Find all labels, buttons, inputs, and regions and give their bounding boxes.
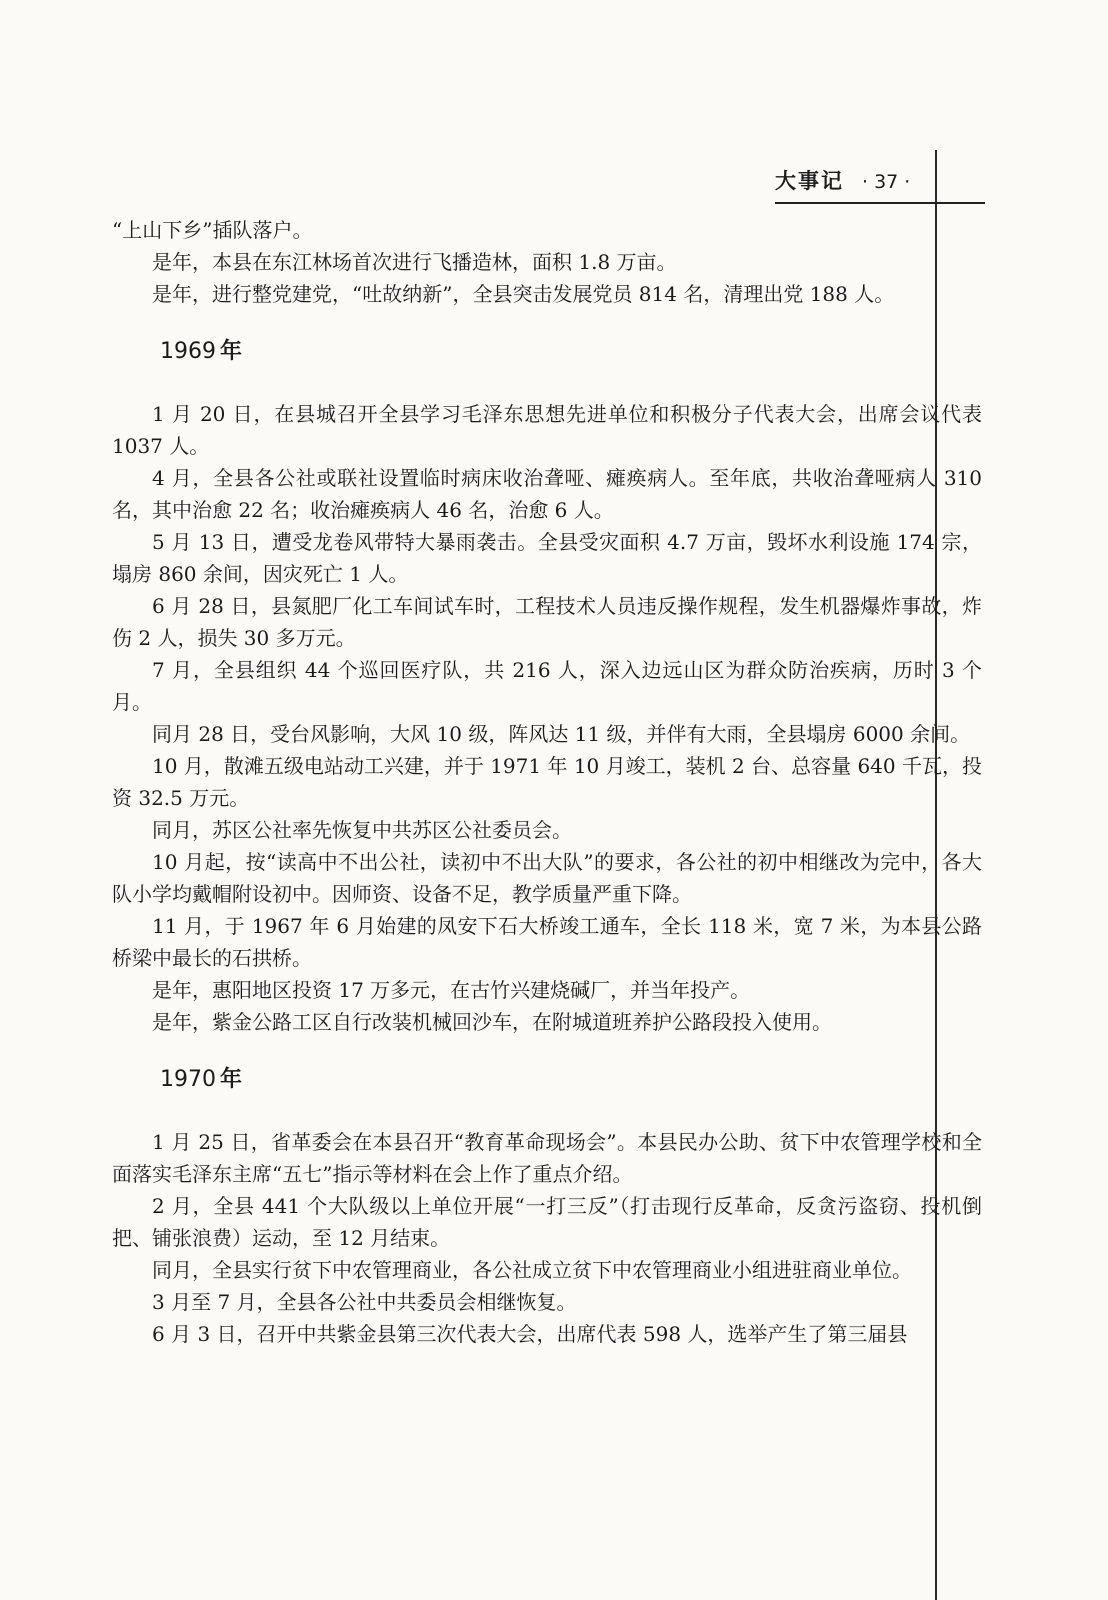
paragraph: 10 月起，按“读高中不出公社，读初中不出大队”的要求，各公社的初中相继改为完中，各大队小学均戴帽附设初中。因师资、设备不足，教学质量严重下降。 — [112, 850, 982, 906]
header-rule — [775, 202, 985, 204]
paragraph: 是年，本县在东江林场首次进行飞播造林，面积 1.8 万亩。 — [152, 250, 677, 274]
paragraph: 1 月 25 日，省革委会在本县召开“教育革命现场会”。本县民办公助、贫下中农管理学校和全面落实毛泽东主席“五七”指示等材料在会上作了重点介绍。 — [112, 1130, 982, 1186]
paragraph: 2 月，全县 441 个大队级以上单位开展“一打三反”（打击现行反革命，反贪污盗窃、投机倒把、铺张浪费）运动，至 12 月结束。 — [112, 1194, 982, 1250]
paragraph: 同月，苏区公社率先恢复中共苏区公社委员会。 — [152, 818, 572, 842]
year-unit: 年 — [220, 1067, 243, 1092]
paragraph: 4 月，全县各公社或联社设置临时病床收治聋哑、瘫痪病人。至年底，共收治聋哑病人 310 名，其中治愈 22 名；收治瘫痪病人 46 名，治愈 6 人。 — [112, 466, 982, 522]
header-section-title: 大事记 — [775, 169, 844, 193]
paragraph: 是年，进行整党建党，“吐故纳新”，全县突击发展党员 814 名，清理出党 188 人。 — [152, 282, 895, 306]
paragraph: 是年，紫金公路工区自行改装机械回沙车，在附城道班养护公路段投入使用。 — [152, 1010, 832, 1034]
paragraph: 11 月，于 1967 年 6 月始建的凤安下石大桥竣工通车，全长 118 米，宽 7 米，为本县公路桥梁中最长的石拱桥。 — [112, 914, 982, 970]
paragraph: 是年，惠阳地区投资 17 万多元，在古竹兴建烧碱厂，并当年投产。 — [152, 978, 751, 1002]
paragraph: 5 月 13 日，遭受龙卷风带特大暴雨袭击。全县受灾面积 4.7 万亩，毁坏水利设施 174 宗，塌房 860 余间，因灾死亡 1 人。 — [112, 530, 982, 586]
paragraph: 6 月 28 日，县氮肥厂化工车间试车时，工程技术人员违反操作规程，发生机器爆炸事故，炸伤 2 人，损失 30 多万元。 — [112, 594, 982, 650]
year-heading-1969 — [112, 332, 982, 372]
paragraph: “上山下乡”插队落户。 — [112, 218, 313, 242]
paragraph: 同月，全县实行贫下中农管理商业，各公社成立贫下中农管理商业小组进驻商业单位。 — [152, 1258, 912, 1282]
paragraph: 同月 28 日，受台风影响，大风 10 级，阵风达 11 级，并伴有大雨，全县塌房 6000 余间。 — [152, 722, 971, 746]
paragraph: 6 月 3 日，召开中共紫金县第三次代表大会，出席代表 598 人，选举产生了第三届县 — [152, 1322, 908, 1346]
year-number: 1970 — [160, 1067, 216, 1092]
body-text — [112, 214, 982, 1350]
running-header — [775, 165, 985, 201]
paragraph: 10 月，散滩五级电站动工兴建，并于 1971 年 10 月竣工，装机 2 台、总容量 640 千瓦，投资 32.5 万元。 — [112, 754, 982, 810]
paragraph: 3 月至 7 月，全县各公社中共委员会相继恢复。 — [152, 1290, 577, 1314]
year-unit: 年 — [220, 339, 243, 364]
page-number: · 37 · — [862, 171, 911, 193]
paragraph: 7 月，全县组织 44 个巡回医疗队，共 216 人，深入边远山区为群众防治疾病，历时 3 个月。 — [112, 658, 982, 714]
year-heading-1970 — [112, 1060, 982, 1100]
year-number: 1969 — [160, 339, 216, 364]
paragraph: 1 月 20 日，在县城召开全县学习毛泽东思想先进单位和积极分子代表大会，出席会议代表 1037 人。 — [112, 402, 982, 458]
